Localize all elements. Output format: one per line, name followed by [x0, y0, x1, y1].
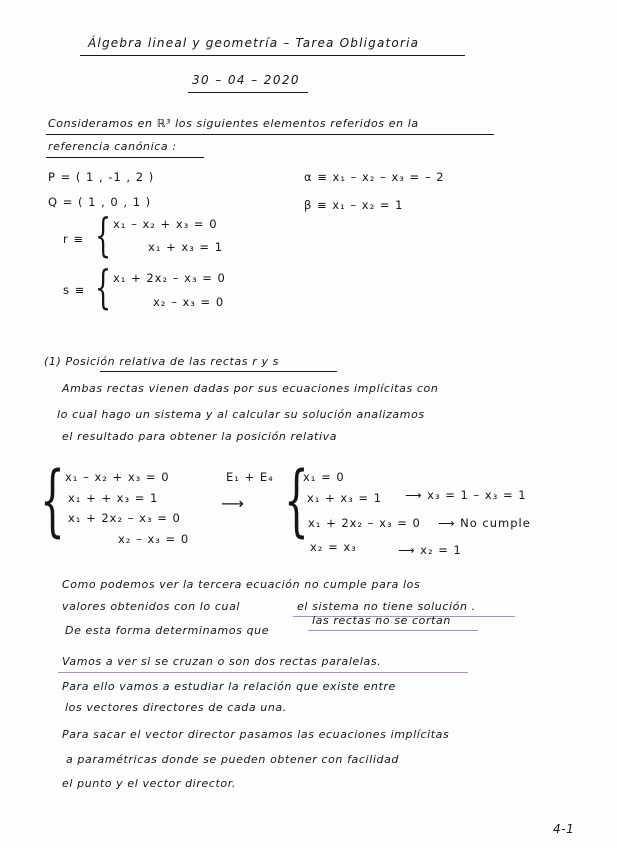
- intro-line-1: Consideramos en ℝ³ los siguientes elementos referidos en la: [48, 117, 419, 130]
- conclusion-line-3a: De esta forma determinamos que: [65, 624, 270, 637]
- line-r-label: r ≡: [63, 232, 85, 246]
- system-right-eq-3: x₁ + 2x₂ – x₃ = 0: [308, 516, 421, 530]
- line-s-brace: {: [95, 260, 112, 314]
- parallel-line-4: a paramétricas donde se pueden obtener con facilidad: [66, 753, 400, 766]
- line-r-eq2: x₁ + x₃ = 1: [148, 240, 224, 254]
- line-s-eq1: x₁ + 2x₂ – x₃ = 0: [113, 271, 226, 285]
- point-p: P = ( 1 , -1 , 2 ): [48, 170, 155, 184]
- system-left-brace: {: [40, 456, 65, 546]
- date-underline: [188, 92, 308, 93]
- intro-underline-1: [46, 134, 494, 135]
- line-s-label: s ≡: [63, 283, 86, 297]
- section-1-para-3: el resultado para obtener la posición relativa: [62, 430, 338, 443]
- system-right-brace: {: [284, 456, 309, 546]
- system-left-eq-4: x₂ – x₃ = 0: [118, 532, 190, 546]
- system-result-3: ⟶ x₂ = 1: [398, 543, 462, 557]
- parallel-line-5: el punto y el vector director.: [62, 777, 236, 790]
- plane-beta: β ≡ x₁ – x₂ = 1: [304, 198, 404, 212]
- parallel-line-3: Para sacar el vector director pasamos las ecuaciones implícitas: [62, 728, 450, 741]
- system-right-eq-1: x₁ = 0: [303, 470, 345, 484]
- system-operation: E₁ + E₄: [226, 470, 274, 484]
- section-1-heading: (1) Posición relativa de las rectas r y s: [44, 355, 279, 368]
- plane-alpha: α ≡ x₁ – x₂ – x₃ = – 2: [304, 170, 445, 184]
- system-left-eq-3: x₁ + 2x₂ – x₃ = 0: [68, 511, 181, 525]
- not-intersect-highlight: [308, 630, 478, 631]
- conclusion-line-1: Como podemos ver la tercera ecuación no cumple para los: [62, 578, 421, 591]
- conclusion-not-intersect: las rectas no se cortan: [312, 614, 451, 627]
- page-date: 30 – 04 – 2020: [192, 73, 300, 87]
- system-result-1: ⟶ x₃ = 1 – x₃ = 1: [405, 488, 527, 502]
- intro-underline-2: [46, 157, 204, 158]
- intro-line-2: referencia canónica :: [48, 140, 177, 153]
- section-1-underline: [100, 371, 337, 372]
- parallel-line-2: los vectores directores de cada una.: [65, 701, 287, 714]
- system-right-eq-4: x₂ = x₃: [310, 540, 357, 554]
- parallel-heading: Vamos a ver si se cruzan o son dos rectas paralelas.: [62, 655, 382, 668]
- line-s-eq2: x₂ – x₃ = 0: [153, 295, 225, 309]
- section-1-para-1: Ambas rectas vienen dadas por sus ecuaciones implícitas con: [62, 382, 439, 395]
- title-underline: [80, 55, 465, 56]
- page-title: Álgebra lineal y geometría – Tarea Obligatoria: [88, 36, 420, 50]
- system-result-2: ⟶ No cumple: [438, 516, 531, 530]
- parallel-heading-highlight: [58, 672, 468, 673]
- page-number: 4-1: [553, 822, 575, 836]
- system-left-eq-2: x₁ + + x₃ = 1: [68, 491, 159, 505]
- parallel-line-1: Para ello vamos a estudiar la relación que existe entre: [62, 680, 396, 693]
- line-r-eq1: x₁ – x₂ + x₃ = 0: [113, 217, 218, 231]
- system-right-eq-2: x₁ + x₃ = 1: [307, 491, 383, 505]
- line-r-brace: {: [95, 208, 112, 262]
- conclusion-line-2a: valores obtenidos con lo cual: [62, 600, 241, 613]
- point-q: Q = ( 1 , 0 , 1 ): [48, 195, 152, 209]
- section-1-para-2: lo cual hago un sistema y al calcular su solución analizamos: [57, 408, 425, 421]
- conclusion-no-solution: el sistema no tiene solución .: [297, 600, 476, 613]
- system-left-eq-1: x₁ – x₂ + x₃ = 0: [65, 470, 170, 484]
- system-arrow: ⟶: [221, 494, 245, 513]
